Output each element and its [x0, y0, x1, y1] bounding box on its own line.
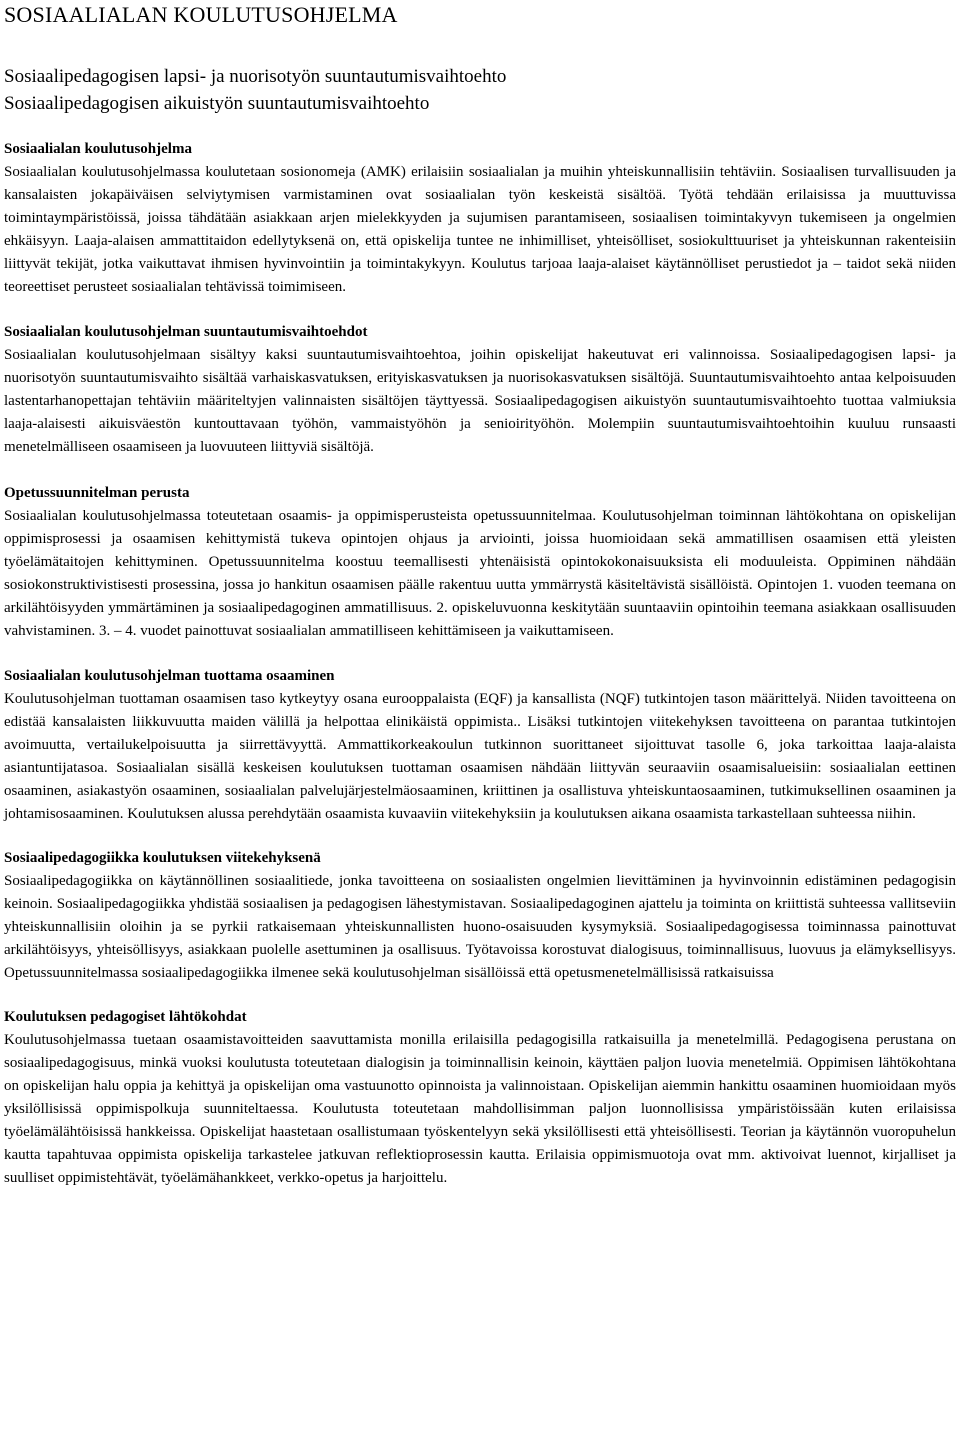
- section-pedagogiset-lahtokohdat: [4, 1006, 956, 1190]
- section-heading: Koulutuksen pedagogiset lähtökohdat: [4, 1009, 247, 1025]
- section-sosiaalipedagogiikka: [4, 847, 956, 985]
- section-body: Sosiaalialan koulutusohjelmaan sisältyy kaksi suuntautumisvaihtoehtoa, joihin opiskelijat hakeutuvat eri valinnoissa. Sosiaalipedagogisen lapsi- ja nuorisotyön suuntautumisvaihto sisältää varhaiskasvatuksen, erityiskasvatuksen ja nuorisokasvatuksen sisältöjä. Suuntautumisvaihtoehto antaa kelpoisuuden lastentarhanopettajan tehtäviin määriteltyjen valinnaisten sisältöjen täyttyessä. Sosiaalipedagogisen aikuistyön suuntautumisvaihtoehto tuottaa valmiuksia laaja-alaisesti aikuisväestön kuntouttavaan työhön, vammaistyöhön ja senioirityöhön. Molempiin suuntautumisvaihtoehtoihin kuuluu runsaasti menetelmälliseen osaamiseen ja luovuuteen liittyviä sisältöjä.: [4, 347, 956, 455]
- section-heading: Sosiaalialan koulutusohjelma: [4, 141, 192, 157]
- section-heading: Sosiaalialan koulutusohjelman suuntautumisvaihtoehdot: [4, 324, 368, 340]
- section-body: Sosiaalialan koulutusohjelmassa toteutetaan osaamis- ja oppimisperusteista opetussuunnitelmaa. Koulutusohjelman toiminnan lähtökohtana on opiskelijan oppimisprosessi ja osaamisen kehittymistä tukeva opintojen ohjaus ja arviointi, joissa huomioidaan sekä ammatillisen osaamisen että yleisten työelämätaitojen kehittyminen. Opetussuunnitelma koostuu teemallisesti yhtenäisistä opintokokonaisuuksista eli moduuleista. Oppiminen nähdään sosiokonstruktivistisesti prosessina, jossa jo hankitun osaamisen päälle rakentuu uutta ymmärrystä käsiteltävistä sisällöistä. Opintojen 1. vuoden teemana on arkilähtöisyyden ymmärtäminen ja sosiaalipedagoginen ammatillisuus. 2. opiskeluvuonna keskitytään suuntaaviin opintoihin teemana asiakkaan osallisuuden vahvistaminen. 3. – 4. vuodet painottuvat sosiaalialan ammatilliseen kehittämiseen ja vaikuttamiseen.: [4, 508, 956, 639]
- section-body: Sosiaalialan koulutusohjelmassa koulutetaan sosionomeja (AMK) erilaisiin sosiaalialan ja muihin yhteiskunnallisiin tehtäviin. Sosiaalisen turvallisuuden ja kansalaisten jokapäiväisen selviytymisen varmistaminen ovat sosiaalialan työn keskeistä sisältöä. Työtä tehdään erilaisissa ja muuttuvissa toimintaympäristöissä, joissa tähdätään asiakkaan arjen mielekkyyden ja sujumisen parantamiseen, sosiaalisen toimintakyvyn tukemiseen ja ongelmien ehkäisyyn. Laaja-alaisen ammattitaidon edellytyksenä on, että opiskelija tuntee ne inhimilliset, yhteisölliset, sosiokulttuuriset ja yhteiskunnan rakenteisiin liittyvät tekijät, jotka vaikuttavat ihmisen hyvinvointiin ja toimintakykyyn. Koulutus tarjoaa laaja-alaiset käytännölliset perustiedot ja – taidot sekä niiden teoreettiset perusteet sosiaalialan tehtävissä toimimiseen.: [4, 164, 956, 295]
- section-heading: Opetussuunnitelman perusta: [4, 485, 190, 501]
- section-opetussuunnitelma: [4, 482, 956, 643]
- section-heading: Sosiaalipedagogiikka koulutuksen viitekehyksenä: [4, 850, 321, 866]
- section-body: Sosiaalipedagogiikka on käytännöllinen sosiaalitiede, jonka tavoitteena on sosiaalisten ongelmien lievittäminen ja hyvinvoinnin edistäminen pedagogisin keinoin. Sosiaalipedagogiikka yhdistää sosiaalisen ja pedagogisen lähestymistavan. Sosiaalipedagoginen ajattelu ja toiminta on kriittistä suhteessa vallitseviin yhteiskunnallisiin oloihin ja se pyrkii ratkaisemaan yhteiskunnallisten huono-osaisuuden kysymyksiä. Sosiaalipedagogisessa toiminnassa painottuvat arkilähtöisyys, yhteisöllisyys, asiakkaan puolelle asettuminen ja osallisuus. Työtavoissa korostuvat dialogisuus, toiminnallisuus, luovuus ja elämyksellisyys. Opetussuunnitelmassa sosiaalipedagogiikka ilmenee sekä koulutusohjelman sisällöissä että opetusmenetelmällisissä ratkaisuissa: [4, 873, 956, 981]
- section-koulutusohjelma: [4, 138, 956, 299]
- subtitle-block: [4, 63, 956, 117]
- document-title: SOSIAALIALAN KOULUTUSOHJELMA: [4, 2, 398, 27]
- section-tuottama-osaaminen: [4, 665, 956, 826]
- section-body: Koulutusohjelman tuottaman osaamisen taso kytkeytyy osana eurooppalaista (EQF) ja kansallista (NQF) tutkintojen tason määrittelyä. Niiden tavoitteena on edistää kansalaisten liikkuvuutta maiden välillä ja helpottaa elinikäistä oppimista.. Lisäksi tutkintojen viitekehyksen tavoitteena on parantaa tutkintojen avoimuutta, vertailukelpoisuutta ja siirrettävyyttä. Ammattikorkeakoulun tutkinnon suorittaneet sijoittuvat tasolle 6, joka tarkoittaa laaja-alaista asiantuntijatasoa. Sosiaalialan sisällä keskeisen koulutuksen tuottaman osaamisen nähdään liittyvän seuraaviin osaamisalueisiin: sosiaalialan eettinen osaaminen, asiakastyön osaaminen, sosiaalialan palvelujärjestelmäosaaminen, kriittinen ja osallistuva yhteiskuntaosaaminen, tutkimuksellinen osaaminen ja johtamisosaaminen. Koulutuksen alussa perehdytään osaamista kuvaaviin viitekehyksiin ja koulutuksen aikana osaamista tarkastellaan suhteessa niihin.: [4, 691, 956, 822]
- section-suuntautumisvaihtoehdot: [4, 321, 956, 459]
- subtitle-lapsi-nuorisotyo: Sosiaalipedagogisen lapsi- ja nuorisotyön suuntautumisvaihtoehto: [4, 66, 507, 87]
- subtitle-aikuistyo: Sosiaalipedagogisen aikuistyön suuntautumisvaihtoehto: [4, 93, 430, 114]
- section-body: Koulutusohjelmassa tuetaan osaamistavoitteiden saavuttamista monilla erilaisilla pedagogisilla ratkaisuilla ja menetelmillä. Pedagogisena perustana on sosiaalipedagogisuus, minkä vuoksi koulutusta toteutetaan dialogisin ja toiminnallisin keinoin, käyttäen paljon luovia menetelmiä. Oppimisen lähtökohtana on opiskelijan halu oppia ja kehittyä ja opiskelijan oma vastuunotto opinnoista ja valinnoistaan. Opiskelijan aiemmin hankittu osaaminen huomioidaan myös yksilöllisissä oppimispolkuja suunniteltaessa. Koulutusta toteutetaan mahdollisimman paljon luonnollisissa ympäristöissään kuten erilaisissa työelämälähtöisissä hankkeissa. Opiskelijat haastetaan osallistumaan työskentelyyn sekä yksilöllisesti että yhteisöllisesti. Teorian ja käytännön vuoropuhelun kautta tapahtuvaa oppimista opiskelija tarkastelee jatkuvan reflektioprosessin kautta. Erilaisia oppimismuotoja ovat mm. aktivoivat luennot, kirjalliset ja suulliset oppimistehtävät, työelämähankkeet, verkko-opetus ja harjoittelu.: [4, 1032, 956, 1186]
- section-heading: Sosiaalialan koulutusohjelman tuottama osaaminen: [4, 668, 335, 684]
